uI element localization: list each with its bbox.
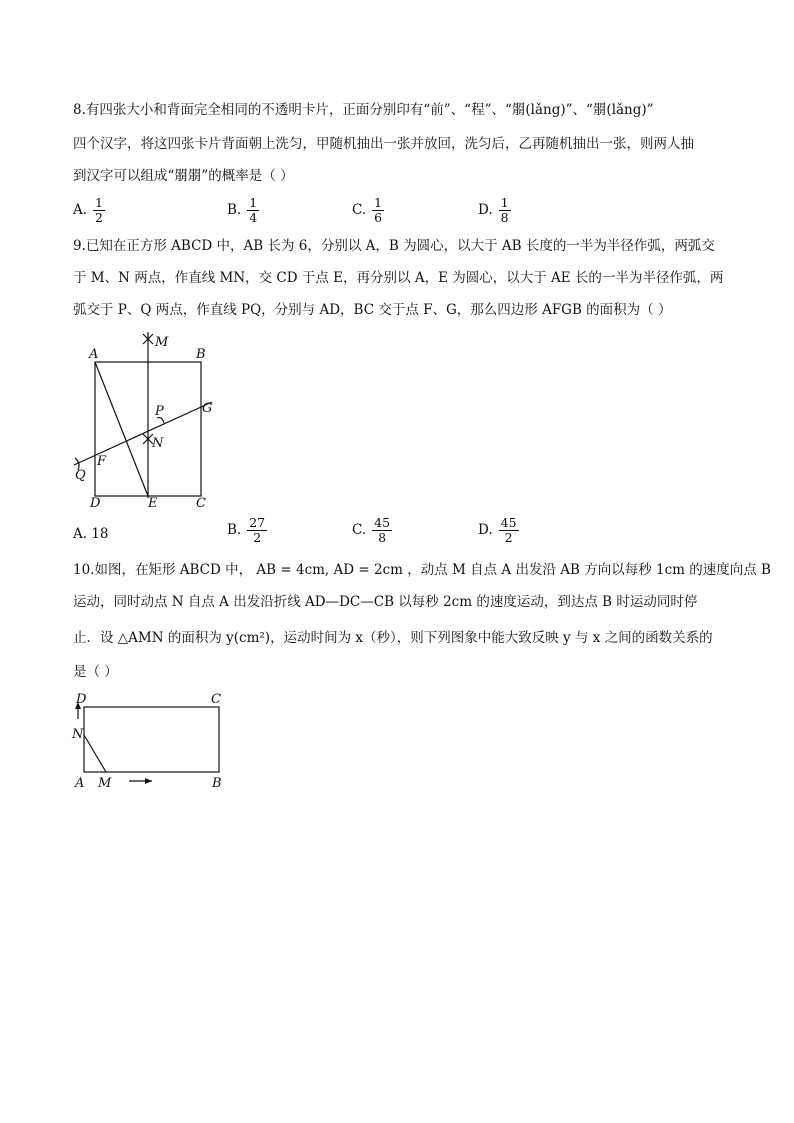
q10-line-2: 运动，同时动点 N 自点 A 出发沿折线 AD—DC—CB 以每秒 2cm 的速度运动，到达点 B 时运动同时停 [73, 594, 698, 610]
label-d: D [76, 692, 87, 707]
q10-figure [66, 688, 236, 798]
q10-line-3: 止．设 △AMN 的面积为 y(cm²)，运动时间为 x（秒），则下列图象中能大致反映 y 与 x 之间的函数关系的 [73, 630, 713, 646]
q8-option-d: D. $\frac{1}{8}$ [478, 195, 509, 225]
label-b: B [212, 776, 222, 791]
q8-line-2: 四个汉字，将这四张卡片背面朝上洗匀，甲随机抽出一张并放回，洗匀后，乙再随机抽出一张，则两人抽 [73, 136, 694, 152]
label-n: N [152, 436, 164, 451]
segment-nm [84, 735, 106, 772]
label-b: B [196, 347, 206, 362]
label-m: M [98, 776, 112, 791]
label-q: Q [75, 468, 86, 483]
q10-line-4: 是（ ） [73, 664, 118, 680]
label-m: M [155, 335, 169, 350]
label-c: C [211, 692, 221, 707]
label-e: E [148, 496, 158, 511]
q9-option-b: B. $\frac{27}{2}$ [227, 515, 266, 545]
q10-line-1: 10.如图，在矩形 ABCD 中， AB = 4cm, AD = 2cm ，动点 M 自点 A 出发沿 AB 方向以每秒 1cm 的速度向点 B [73, 562, 771, 578]
q9-line-1: 9.已知在正方形 ABCD 中，AB 长为 6，分别以 A，B 为圆心，以大于 AB 长度的一半为半径作弧，两弧交 [73, 238, 715, 254]
q8-line-3: 到汉字可以组成“朤朤”的概率是（ ） [73, 168, 294, 184]
q8-option-a: A. $\frac{1}{2}$ [73, 195, 103, 225]
label-a: A [89, 347, 99, 362]
segment-ae [95, 362, 148, 496]
label-c: C [196, 496, 206, 511]
label-g: G [202, 401, 213, 416]
arrow-m-head [145, 778, 152, 784]
label-p: P [155, 404, 164, 419]
label-n: N [72, 727, 84, 742]
label-f: F [97, 454, 107, 469]
q9-option-c: C. $\frac{45}{8}$ [352, 515, 391, 545]
label-d: D [90, 496, 101, 511]
label-a: A [75, 776, 85, 791]
q9-line-2: 于 M、N 两点，作直线 MN，交 CD 于点 E，再分别以 A，E 为圆心，以大于 AE 长的一半为半径作弧，两 [73, 270, 724, 286]
rectangle-abcd [84, 707, 219, 772]
q9-option-a: A. 18 [73, 526, 109, 542]
q9-option-d: D. $\frac{45}{2}$ [478, 515, 517, 545]
q8-line-1: 8.有四张大小和背面完全相同的不透明卡片，正面分别印有“前”、“程”、“朤(lǎng)”、“朤(lǎng)” [73, 102, 654, 118]
q8-option-b: B. $\frac{1}{4}$ [227, 195, 258, 225]
q9-figure [66, 326, 226, 520]
q9-line-3: 弧交于 P、Q 两点，作直线 PQ，分别与 AD，BC 交于点 F、G，那么四边形 AFGB 的面积为（ ） [73, 302, 672, 318]
q8-option-c: C. $\frac{1}{6}$ [352, 195, 383, 225]
